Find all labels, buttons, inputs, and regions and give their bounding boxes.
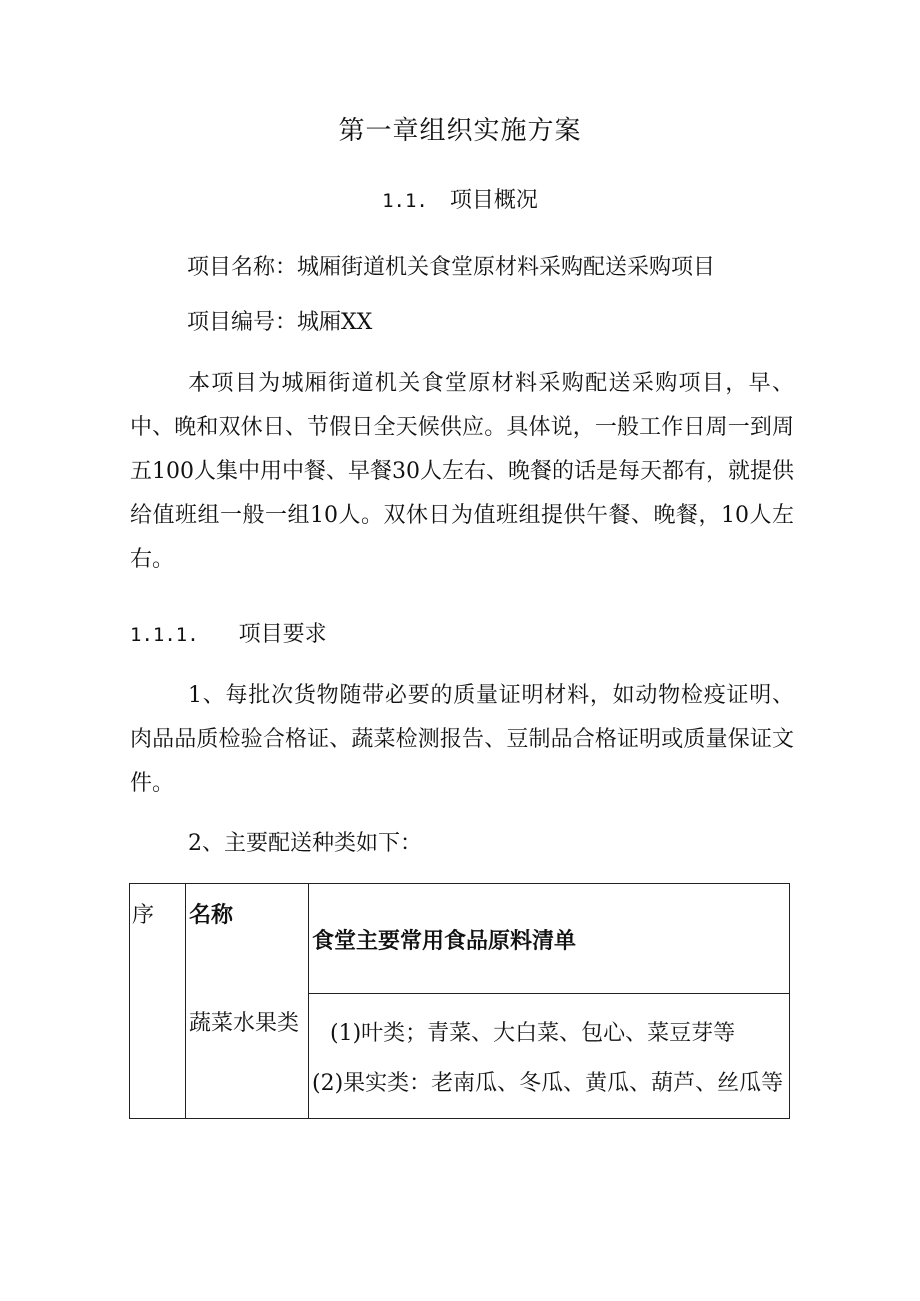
- item-leaf-vegetables: (1)叶类；青菜、大白菜、包心、菜豆芽等: [330, 1021, 736, 1046]
- section-title: 项目概况: [449, 188, 538, 213]
- header-list: 食堂主要常用食品原料清单: [312, 928, 577, 954]
- name-cell: [186, 884, 309, 1119]
- section-number: 1.1.1.: [130, 624, 199, 646]
- category-name: 蔬菜水果类: [189, 1011, 300, 1036]
- header-name: 名称: [189, 902, 234, 928]
- section-title: 项目要求: [238, 622, 327, 647]
- requirement-2-paragraph: 2、主要配送种类如下：: [188, 831, 422, 856]
- section-number: 1.1.: [382, 190, 428, 212]
- item-fruit-vegetables: (2)果实类：老南瓜、冬瓜、黄瓜、葫芦、丝瓜等: [312, 1071, 784, 1096]
- overview-paragraph: 本项目为城厢街道机关食堂原材料采购配送采购项目，早、中、晚和双休日、节假日全天候供应。具体说，一般工作日周一到周五100人集中用中餐、早餐30人左右、晚餐的话是每天都有，就提供给值班组一般一组10人。双休日为值班组提供午餐、晚餐，10人左右。: [130, 371, 794, 572]
- requirement-1-paragraph: 1、每批次货物随带必要的质量证明材料，如动物检疫证明、肉品品质检验合格证、蔬菜检测报告、豆制品合格证明或质量保证文件。: [130, 683, 794, 796]
- project-number-line: 项目编号：城厢XX: [187, 310, 373, 335]
- items-cell: [309, 994, 790, 1119]
- project-name-line: 项目名称：城厢街道机关食堂原材料采购配送采购项目: [187, 255, 716, 280]
- chapter-title: 第一章组织实施方案: [338, 116, 582, 146]
- section-heading-1-1: [0, 183, 920, 214]
- food-materials-table: [129, 883, 790, 1119]
- header-seq: 序: [132, 903, 155, 928]
- header-seq-cell: [130, 884, 186, 1119]
- header-list-cell: [309, 884, 790, 994]
- section-heading-1-1-1: [130, 617, 327, 648]
